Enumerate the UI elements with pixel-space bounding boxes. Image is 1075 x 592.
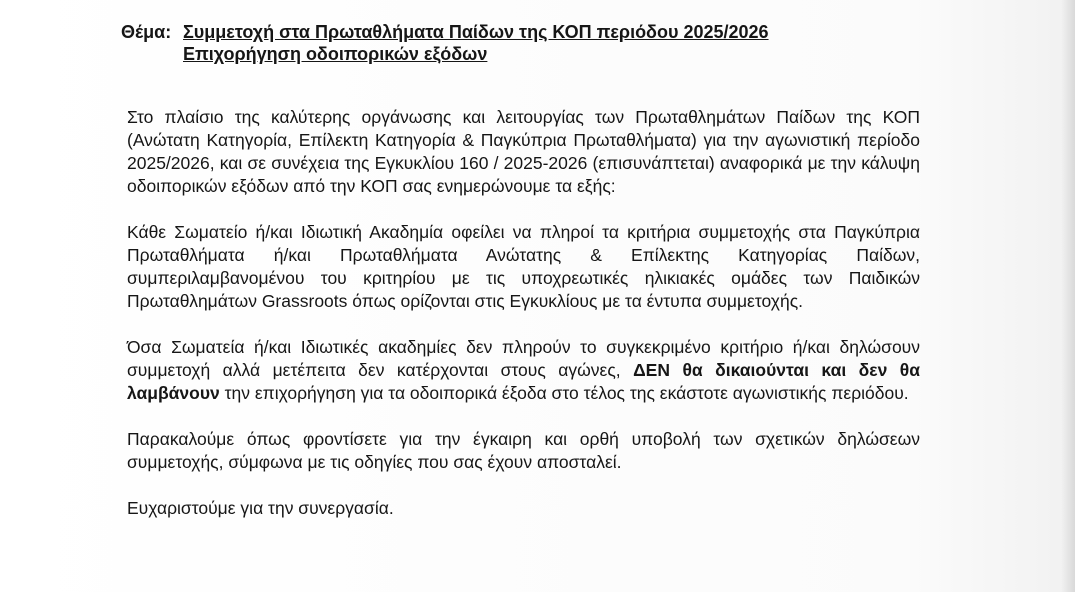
letter-body — [127, 106, 920, 520]
subject-label: Θέμα: — [121, 22, 172, 42]
paragraph-criteria: Κάθε Σωματείο ή/και Ιδιωτική Ακαδημία οφείλει να πληροί τα κριτήρια συμμετοχής στα Παγκύπρια Πρωταθλήματα ή/και Πρωταθλήματα Ανώτατης & Επίλεκτης Κατηγορίας Παίδων, συμπεριλαμβανομένου του κριτηρίου με τις υποχρεωτικές ηλικιακές ομάδες των Παιδικών Πρωταθλημάτων Grassroots όπως ορίζονται στις Εγκυκλίους με τα έντυπα συμμετοχής. — [127, 222, 920, 311]
paragraph-consequence-emphasis: ΔΕΝ θα δικαιούνται και δεν θα λαμβάνουν — [127, 360, 920, 403]
page-edge-shadow — [1061, 0, 1075, 592]
paragraph-consequence-start: Όσα Σωματεία ή/και Ιδιωτικές ακαδημίες δεν πληρούν το συγκεκριμένο κριτήριο ή/και δηλώσουν συμμετοχή αλλά μετέπειτα δεν κατέρχονται στους αγώνες, — [127, 337, 920, 380]
paragraph-intro: Στο πλαίσιο της καλύτερης οργάνωσης και λειτουργίας των Πρωταθλημάτων Παίδων της ΚΟΠ (Ανώτατη Κατηγορία, Επίλεκτη Κατηγορία & Παγκύπρια Πρωταθλήματα) για την αγωνιστική περίοδο 2025/2026, και σε συνέχεια της Εγκυκλίου 160 / 2025-2026 (επισυνάπτεται) αναφορικά με την κάλυψη οδοιπορικών εξόδων από την ΚΟΠ σας ενημερώνουμε τα εξής: — [127, 107, 920, 196]
paragraph-consequence — [127, 336, 920, 405]
paragraph-consequence-end: την επιχορήγηση για τα οδοιπορικά έξοδα στο τέλος της εκάστοτε αγωνιστικής περιόδου. — [219, 383, 909, 403]
subject-title — [183, 21, 769, 65]
subject-heading — [121, 21, 769, 64]
subject-line-1: Συμμετοχή στα Πρωταθλήματα Παίδων της ΚΟΠ περιόδου 2025/2026 — [183, 22, 769, 42]
paragraph-request: Παρακαλούμε όπως φροντίσετε για την έγκαιρη και ορθή υποβολή των σχετικών δηλώσεων συμμετοχής, σύμφωνα με τις οδηγίες που σας έχουν αποσταλεί. — [127, 429, 920, 472]
subject-line-2: Επιχορήγηση οδοιπορικών εξόδων — [183, 44, 488, 64]
paragraph-thanks: Ευχαριστούμε για την συνεργασία. — [127, 498, 394, 518]
